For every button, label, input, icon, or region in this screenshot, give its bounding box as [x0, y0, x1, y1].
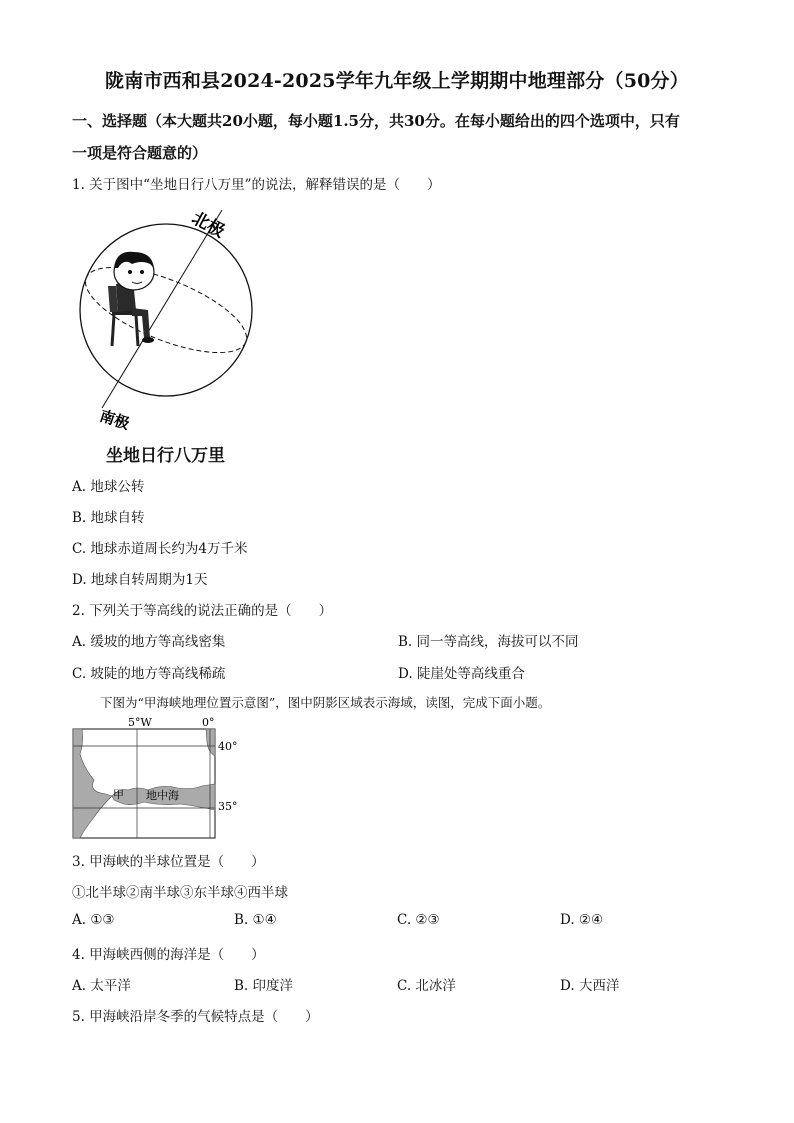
q2-option-b: B. 同一等高线，海拔可以不同: [398, 634, 579, 650]
question-5-stem: 5. 甲海峡沿岸冬季的气候特点是（ ）: [72, 1009, 319, 1025]
sea-label: 地中海: [146, 789, 179, 802]
person-sitting-icon: [108, 252, 154, 346]
globe-caption: 坐地日行八万里: [106, 446, 225, 466]
equator-ellipse: [75, 250, 257, 370]
question-2-stem: 2. 下列关于等高线的说法正确的是（ ）: [72, 603, 333, 619]
q3-option-b: B. ①④: [234, 912, 277, 928]
globe-figure: [72, 198, 262, 466]
q3-option-d: D. ②④: [560, 912, 604, 928]
q4-option-a: A. 太平洋: [72, 978, 131, 994]
q1-option-c: C. 地球赤道周长约为4万千米: [72, 541, 248, 557]
q4-option-d: D. 大西洋: [560, 978, 620, 994]
q4-option-c: C. 北冰洋: [397, 978, 456, 994]
q3-option-a: A. ①③: [72, 912, 115, 928]
q2-option-c: C. 坡陡的地方等高线稀疏: [72, 666, 226, 682]
strait-map: [70, 712, 250, 842]
q4-option-b: B. 印度洋: [234, 978, 294, 994]
question-1-stem: 1. 关于图中“坐地日行八万里”的说法，解释错误的是（ ）: [72, 177, 441, 193]
section-heading-line1: 一、选择题（本大题共20小题，每小题1.5分，共30分。在每小题给出的四个选项中，只有: [72, 112, 680, 130]
map-intro-text: 下图为“甲海峡地理位置示意图”，图中阴影区域表示海域，读图，完成下面小题。: [100, 695, 551, 710]
strait-label: 甲: [113, 788, 124, 801]
lon-label-0: 0°: [202, 716, 215, 729]
page-title: 陇南市西和县2024-2025学年九年级上学期期中地理部分（50分）: [105, 70, 689, 92]
q3-option-c: C. ②③: [397, 912, 440, 928]
lon-label-5w: 5°W: [128, 716, 152, 729]
q1-option-b: B. 地球自转: [72, 510, 145, 526]
question-4-stem: 4. 甲海峡西侧的海洋是（ ）: [72, 947, 265, 963]
q1-option-d: D. 地球自转周期为1天: [72, 572, 208, 588]
lat-label-35: 35°: [218, 800, 238, 813]
q2-option-a: A. 缓坡的地方等高线密集: [72, 634, 226, 650]
north-pole-label: 北极: [188, 208, 228, 243]
lat-label-40: 40°: [218, 740, 238, 753]
south-pole-label: 南极: [97, 406, 132, 434]
section-heading-line2: 一项是符合题意的）: [72, 144, 208, 162]
q1-option-a: A. 地球公转: [72, 479, 145, 495]
q2-option-d: D. 陡崖处等高线重合: [398, 666, 525, 682]
question-3-stem: 3. 甲海峡的半球位置是（ ）: [72, 854, 265, 870]
question-3-choices: ①北半球②南半球③东半球④西半球: [72, 885, 288, 901]
